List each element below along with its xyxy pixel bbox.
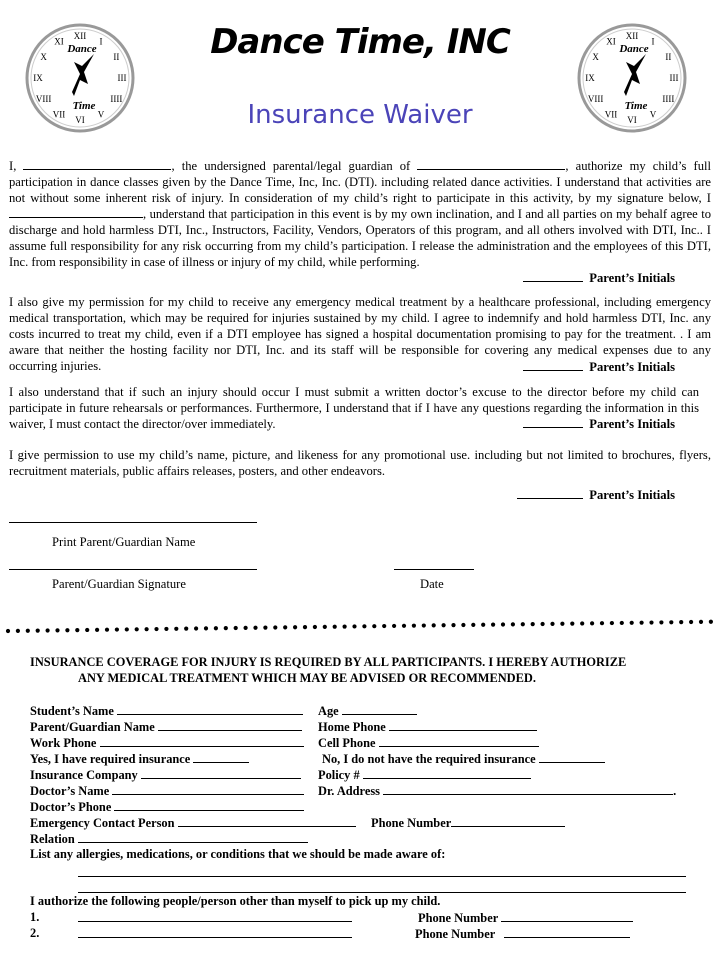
clock-numeral: IIII [110,94,123,104]
clock-numeral: XII [625,31,639,41]
cell-phone-field[interactable]: Cell Phone [318,735,539,751]
doctor-name-field[interactable]: Doctor’s Name [30,783,304,799]
clock-numeral: II [113,52,120,62]
pickup-phone-field-1[interactable]: Phone Number [418,910,633,926]
pickup-person-1[interactable]: 1. [30,910,40,924]
allergies-label: List any allergies, medications, or conditions that we should be made aware of: [30,847,446,861]
clock-numeral: XI [606,36,616,47]
initials-label: Parent’s Initials [589,417,675,431]
svg-text:Time: Time [72,100,96,112]
pickup-person-2[interactable]: 2. [30,926,40,940]
clock-numeral: IX [585,73,595,83]
guardian-name-field[interactable]: Parent/Guardian Name [30,719,302,735]
student-name-field[interactable]: Student’s Name [30,703,303,719]
clock-numeral: I [99,36,103,47]
doctor-phone-field[interactable]: Doctor’s Phone [30,799,304,815]
waiver-paragraph-4: I give permission to use my child’s name, picture, and likeness for any promotional use. including but not limited to brochures, flyers, recruitment materials, public affairs releases, posters, and other endeavors. [9,448,711,478]
pickup-name-line-2[interactable] [78,937,352,938]
allergies-line-2[interactable] [78,892,686,893]
initials-label: Parent’s Initials [589,271,675,285]
clock-numeral: III [117,73,127,83]
insurance-heading-1: INSURANCE COVERAGE FOR INJURY IS REQUIRED BY ALL PARTICIPANTS. I HEREBY AUTHORIZE [30,655,627,669]
age-field[interactable]: Age [318,703,417,719]
print-name-line[interactable] [9,522,257,523]
clock-numeral: II [665,52,672,62]
initials-line-4[interactable] [517,487,675,503]
company-title: Dance Time, INC [210,22,510,62]
clock-numeral: VII [52,109,66,120]
svg-text:Dance: Dance [619,43,649,55]
document-subtitle: Insurance Waiver [247,100,473,130]
signature-line[interactable] [9,569,257,570]
initials-line-3[interactable] [523,416,675,432]
svg-text:Dance: Dance [67,43,97,55]
clock-numeral: V [97,109,105,120]
guardian-name-blank[interactable] [23,158,171,170]
date-label: Date [420,577,444,591]
clock-numeral: XII [73,31,87,41]
clock-numeral: III [669,73,679,83]
waiver-paragraph-2: I also give my permission for my child to receive any emergency medical treatment by a healthcare professional, including emergency medical transportation, which may be required for injuries sustained by my child. I agree to indemnify and hold harmless DTI, Inc. any costs incurred to treat my child, even if a DTI employee has signed a hospital documentation promising to pay for the treatment. . I am aware that neither the hosting facility nor DTI, Inc. and its staff will be responsible for covering any medical expenses due to any occurring injuries. [9,295,711,373]
svg-text:Time: Time [624,100,648,112]
home-phone-field[interactable]: Home Phone [318,719,537,735]
initials-line-1[interactable] [523,270,675,286]
insurance-company-field[interactable]: Insurance Company [30,767,301,783]
initials-label: Parent’s Initials [589,360,675,374]
policy-number-field[interactable]: Policy # [318,767,531,783]
pickup-name-line-1[interactable] [78,921,352,922]
waiver-paragraph-3: I also understand that if such an injury should occur I must submit a written doctor’s excuse to the director before my child can participate in future rehearsals or performances. Furthermore, I understand that if I have any questions regarding the information in this waiver, I must contact the director/over immediately. [9,385,699,431]
emergency-phone-field[interactable]: Phone Number [371,815,565,831]
dotted-separator [4,616,720,636]
emergency-contact-field[interactable]: Emergency Contact Person [30,815,356,831]
clock-numeral: VIII [587,94,604,104]
yes-insurance-field[interactable]: Yes, I have required insurance [30,751,249,767]
pickup-phone-field-2[interactable]: Phone Number [415,926,630,942]
child-name-blank[interactable] [417,158,565,170]
clock-numeral: V [649,109,657,120]
print-name-label: Print Parent/Guardian Name [52,535,196,549]
allergies-line-1[interactable] [78,876,686,877]
insurance-heading-2: ANY MEDICAL TREATMENT WHICH MAY BE ADVISED OR RECOMMENDED. [78,671,536,685]
clock-numeral: VI [627,115,637,125]
initials-line-2[interactable] [523,359,675,375]
signature-name-blank[interactable] [9,206,143,218]
pickup-authorization-label: I authorize the following people/person other than myself to pick up my child. [30,894,441,908]
work-phone-field[interactable]: Work Phone [30,735,304,751]
signature-label: Parent/Guardian Signature [52,577,186,591]
clock-numeral: IIII [662,94,675,104]
clock-numeral: VIII [35,94,52,104]
date-line[interactable] [394,569,474,570]
clock-numeral: IX [33,73,43,83]
clock-numeral: VI [75,115,85,125]
initials-label: Parent’s Initials [589,488,675,502]
no-insurance-field[interactable]: No, I do not have the required insurance [322,751,605,767]
waiver-paragraph-1: I, , the undersigned parental/legal guardian of , authorize my child’s full participation in dance classes given by the Dance Time, Inc, Inc. (DTI). including related dance activities. I understand that activities are not without some inherent risk of injury. In consideration of my child’s right to participate in this activity, by my signature below, I , understand that participation in this event is by my own inclination, and I and all parties on my behalf agree to discharge and hold harmless DTI, Inc., Instructors, Facility, Vendors, Operators of this program, and all others involved with DTI, Inc.. I assume full responsibility for any risk occurring from my child’s participation. I release the administration and the employees of this DTI, Inc. from responsibility in case of illness or injury of my child, while performing. [9,159,711,269]
clock-numeral: I [651,36,655,47]
relation-field[interactable]: Relation [30,831,308,847]
clock-numeral: VII [604,109,618,120]
clock-numeral: X [40,52,47,62]
clock-numeral: X [592,52,599,62]
clock-numeral: XI [54,36,64,47]
doctor-address-field[interactable]: Dr. Address . [318,784,677,798]
